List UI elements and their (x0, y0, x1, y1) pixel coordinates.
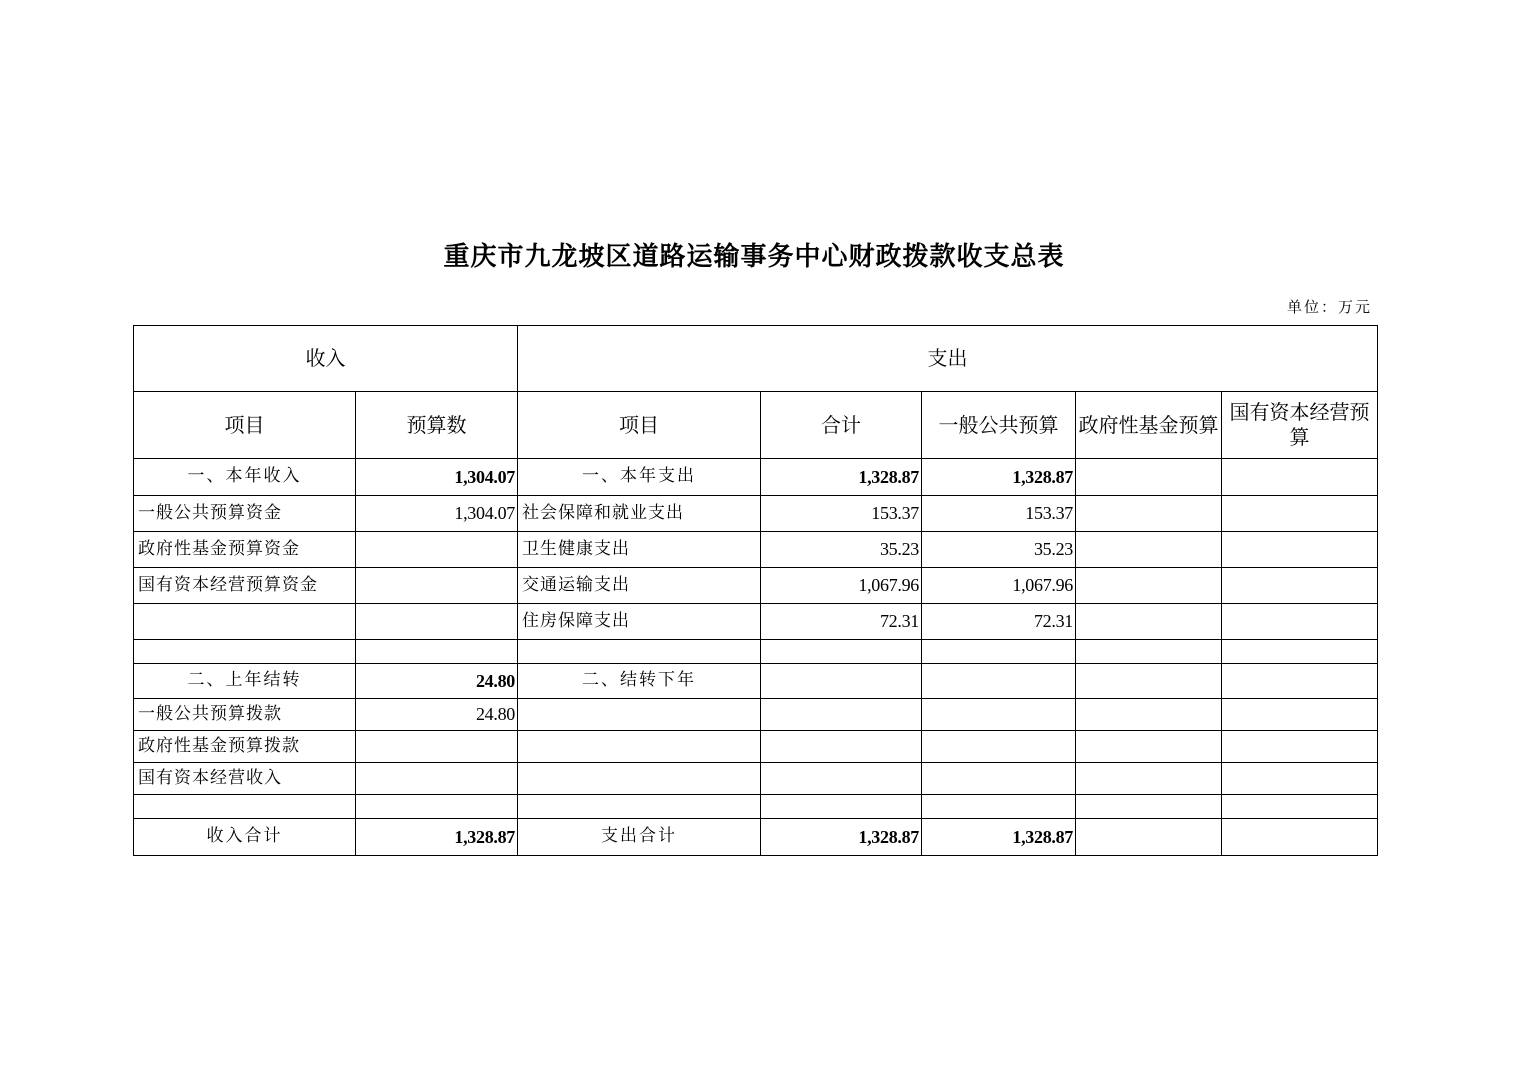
expense-total: 72.31 (761, 604, 922, 640)
expense-fund (1076, 763, 1222, 795)
income-item: 一般公共预算拨款 (134, 699, 356, 731)
table-row (134, 496, 1378, 532)
expense-item: 住房保障支出 (518, 604, 761, 640)
income-value (356, 532, 518, 568)
state-capital-header: 国有资本经营预算 (1222, 392, 1378, 459)
income-value (356, 731, 518, 763)
expense-item: 一、本年支出 (518, 459, 761, 496)
income-item (134, 640, 356, 664)
fund-budget-header: 政府性基金预算 (1076, 392, 1222, 459)
income-value: 1,304.07 (356, 496, 518, 532)
expense-item (518, 795, 761, 819)
income-value: 1,304.07 (356, 459, 518, 496)
expense-general: 35.23 (922, 532, 1076, 568)
income-budget-header: 预算数 (356, 392, 518, 459)
expense-total-label: 支出合计 (518, 819, 761, 856)
table-row (134, 640, 1378, 664)
expense-fund (1076, 568, 1222, 604)
expense-fund (1076, 532, 1222, 568)
table-row (134, 568, 1378, 604)
income-value (356, 640, 518, 664)
expense-fund (1076, 604, 1222, 640)
expense-item-header: 项目 (518, 392, 761, 459)
expense-state (1222, 731, 1378, 763)
expense-general (922, 795, 1076, 819)
page-title: 重庆市九龙坡区道路运输事务中心财政拨款收支总表 (443, 242, 1065, 272)
expense-general: 72.31 (922, 604, 1076, 640)
expense-total (761, 699, 922, 731)
expense-total (761, 763, 922, 795)
expense-item: 卫生健康支出 (518, 532, 761, 568)
expense-item: 交通运输支出 (518, 568, 761, 604)
income-item-header: 项目 (134, 392, 356, 459)
expense-total: 153.37 (761, 496, 922, 532)
table-row (134, 699, 1378, 731)
income-total-label: 收入合计 (134, 819, 356, 856)
expense-fund (1076, 664, 1222, 699)
budget-table (133, 325, 1378, 856)
expense-total: 1,328.87 (761, 459, 922, 496)
income-item: 政府性基金预算资金 (134, 532, 356, 568)
unit-label: 单位：万元 (1286, 298, 1372, 316)
income-value (356, 763, 518, 795)
expense-total (761, 731, 922, 763)
income-item: 一般公共预算资金 (134, 496, 356, 532)
income-item (134, 604, 356, 640)
income-header: 收入 (134, 326, 518, 392)
income-total-value: 1,328.87 (356, 819, 518, 856)
table-row (134, 664, 1378, 699)
expense-general (922, 640, 1076, 664)
expense-total: 35.23 (761, 532, 922, 568)
expense-general (922, 699, 1076, 731)
expense-fund (1076, 640, 1222, 664)
expense-fund-total (1076, 819, 1222, 856)
table-row (134, 459, 1378, 496)
expense-general: 1,067.96 (922, 568, 1076, 604)
expense-state (1222, 532, 1378, 568)
expense-state (1222, 496, 1378, 532)
income-item: 二、上年结转 (134, 664, 356, 699)
expense-state (1222, 664, 1378, 699)
expense-state (1222, 640, 1378, 664)
income-item: 国有资本经营收入 (134, 763, 356, 795)
expense-item (518, 763, 761, 795)
expense-general: 153.37 (922, 496, 1076, 532)
income-item: 政府性基金预算拨款 (134, 731, 356, 763)
expense-total (761, 640, 922, 664)
expense-fund (1076, 699, 1222, 731)
expense-general (922, 763, 1076, 795)
general-budget-header: 一般公共预算 (922, 392, 1076, 459)
table-row (134, 532, 1378, 568)
expense-state (1222, 604, 1378, 640)
expense-state (1222, 763, 1378, 795)
expense-total-header: 合计 (761, 392, 922, 459)
expense-state-total (1222, 819, 1378, 856)
expense-fund (1076, 496, 1222, 532)
table-row (134, 795, 1378, 819)
expense-item (518, 731, 761, 763)
expense-fund (1076, 731, 1222, 763)
expense-general (922, 664, 1076, 699)
income-item (134, 795, 356, 819)
expense-item (518, 699, 761, 731)
header-row-2 (134, 392, 1378, 459)
income-value: 24.80 (356, 699, 518, 731)
expense-total (761, 795, 922, 819)
income-value: 24.80 (356, 664, 518, 699)
totals-row (134, 819, 1378, 856)
expense-general (922, 731, 1076, 763)
income-value (356, 795, 518, 819)
expense-state (1222, 568, 1378, 604)
expense-general-total: 1,328.87 (922, 819, 1076, 856)
income-value (356, 604, 518, 640)
table-row (134, 731, 1378, 763)
expense-item (518, 640, 761, 664)
expense-general: 1,328.87 (922, 459, 1076, 496)
expense-state (1222, 795, 1378, 819)
expense-item: 社会保障和就业支出 (518, 496, 761, 532)
income-item: 国有资本经营预算资金 (134, 568, 356, 604)
expense-fund (1076, 459, 1222, 496)
income-value (356, 568, 518, 604)
table-row (134, 604, 1378, 640)
expense-fund (1076, 795, 1222, 819)
expense-state (1222, 699, 1378, 731)
expense-state (1222, 459, 1378, 496)
expense-grand-total: 1,328.87 (761, 819, 922, 856)
expense-total (761, 664, 922, 699)
expense-total: 1,067.96 (761, 568, 922, 604)
table-row (134, 763, 1378, 795)
expense-item: 二、结转下年 (518, 664, 761, 699)
header-row-1 (134, 326, 1378, 392)
income-item: 一、本年收入 (134, 459, 356, 496)
expense-header: 支出 (518, 326, 1378, 392)
